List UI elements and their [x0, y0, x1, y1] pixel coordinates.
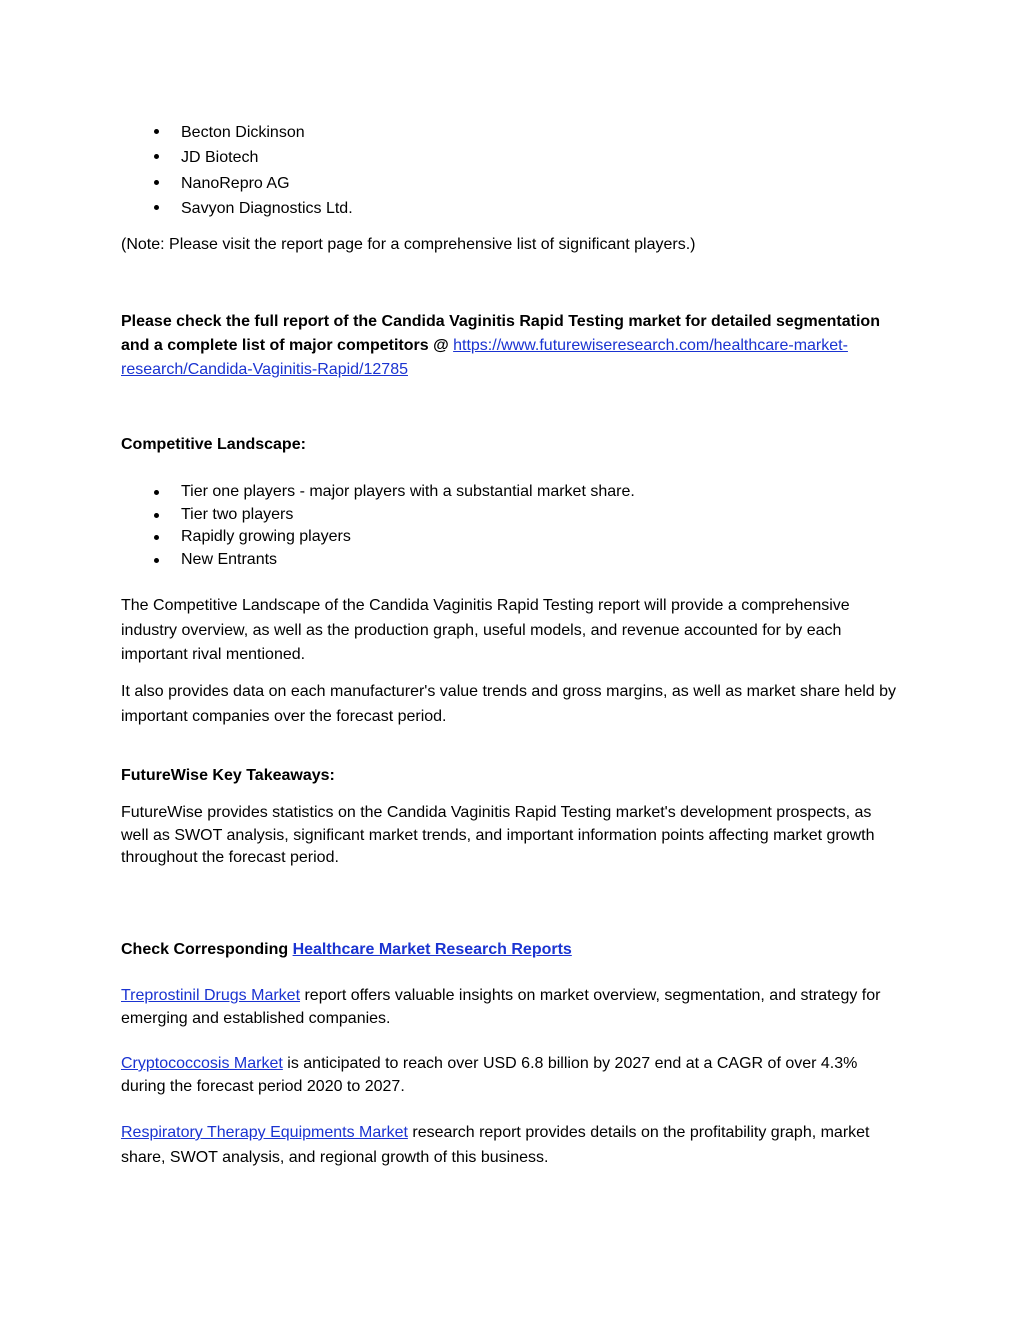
list-item: NanoRepro AG: [121, 171, 901, 196]
list-item: Becton Dickinson: [121, 120, 901, 145]
respiratory-therapy-link[interactable]: Respiratory Therapy Equipments Market: [121, 1124, 408, 1141]
report-paragraph-treprostinil: Treprostinil Drugs Market report offers valuable insights on market overview, segmentation, and strategy for emerging and established companies.: [121, 987, 881, 1027]
takeaways-paragraph: FutureWise provides statistics on the Candida Vaginitis Rapid Testing market's development prospects, as well as SWOT analysis, significant market trends, and important information points affecting market growth throughout the forecast period.: [121, 804, 875, 866]
bullet-icon: [154, 205, 159, 210]
list-item: JD Biotech: [121, 145, 901, 170]
list-item: New Entrants: [121, 549, 901, 572]
bullet-icon: [154, 558, 159, 563]
list-item: Savyon Diagnostics Ltd.: [121, 196, 901, 221]
players-list: [121, 120, 901, 221]
bullet-icon: [154, 490, 159, 495]
treprostinil-link[interactable]: Treprostinil Drugs Market: [121, 987, 301, 1004]
list-item: Rapidly growing players: [121, 526, 901, 549]
full-report-link[interactable]: https://www.futurewiseresearch.com/healthcare-market-research/Candida-Vaginitis-Rapid/12785: [121, 337, 848, 378]
tiers-list: [121, 481, 901, 571]
corresponding-label: Check Corresponding: [121, 941, 293, 958]
bullet-icon: [154, 513, 159, 518]
takeaways-heading: FutureWise Key Takeaways:: [121, 767, 335, 784]
report-paragraph-cryptococcosis: Cryptococcosis Market is anticipated to reach over USD 6.8 billion by 2027 end at a CAGR of over 4.3% during the forecast period 2020 to 2027.: [121, 1055, 858, 1095]
competitive-paragraph-2: It also provides data on each manufacturer's value trends and gross margins, as well as market share held by important companies over the forecast period.: [121, 683, 897, 725]
competitive-paragraph-1: The Competitive Landscape of the Candida Vaginitis Rapid Testing report will provide a comprehensive industry overview, as well as the production graph, useful models, and revenue accounted for by each important rival mentioned.: [121, 597, 850, 663]
players-note: (Note: Please visit the report page for a comprehensive list of significant players.): [121, 236, 696, 253]
bullet-icon: [154, 535, 159, 540]
bullet-icon: [154, 154, 159, 159]
list-item: Tier two players: [121, 504, 901, 527]
healthcare-reports-link[interactable]: Healthcare Market Research Reports: [292, 941, 572, 958]
corresponding-paragraph: [121, 939, 901, 962]
competitive-heading: Competitive Landscape:: [121, 436, 306, 453]
bullet-icon: [154, 129, 159, 134]
list-item: Tier one players - major players with a substantial market share.: [121, 481, 901, 504]
full-report-paragraph: [121, 310, 901, 382]
bullet-icon: [154, 180, 159, 185]
cryptococcosis-link[interactable]: Cryptococcosis Market: [121, 1055, 283, 1072]
report-paragraph-respiratory: Respiratory Therapy Equipments Market research report provides details on the profitability graph, market share, SWOT analysis, and regional growth of this business.: [121, 1124, 870, 1166]
full-report-text: Please check the full report of the Candida Vaginitis Rapid Testing market for detailed segmentation and a complete list of major competitors @: [121, 313, 880, 354]
